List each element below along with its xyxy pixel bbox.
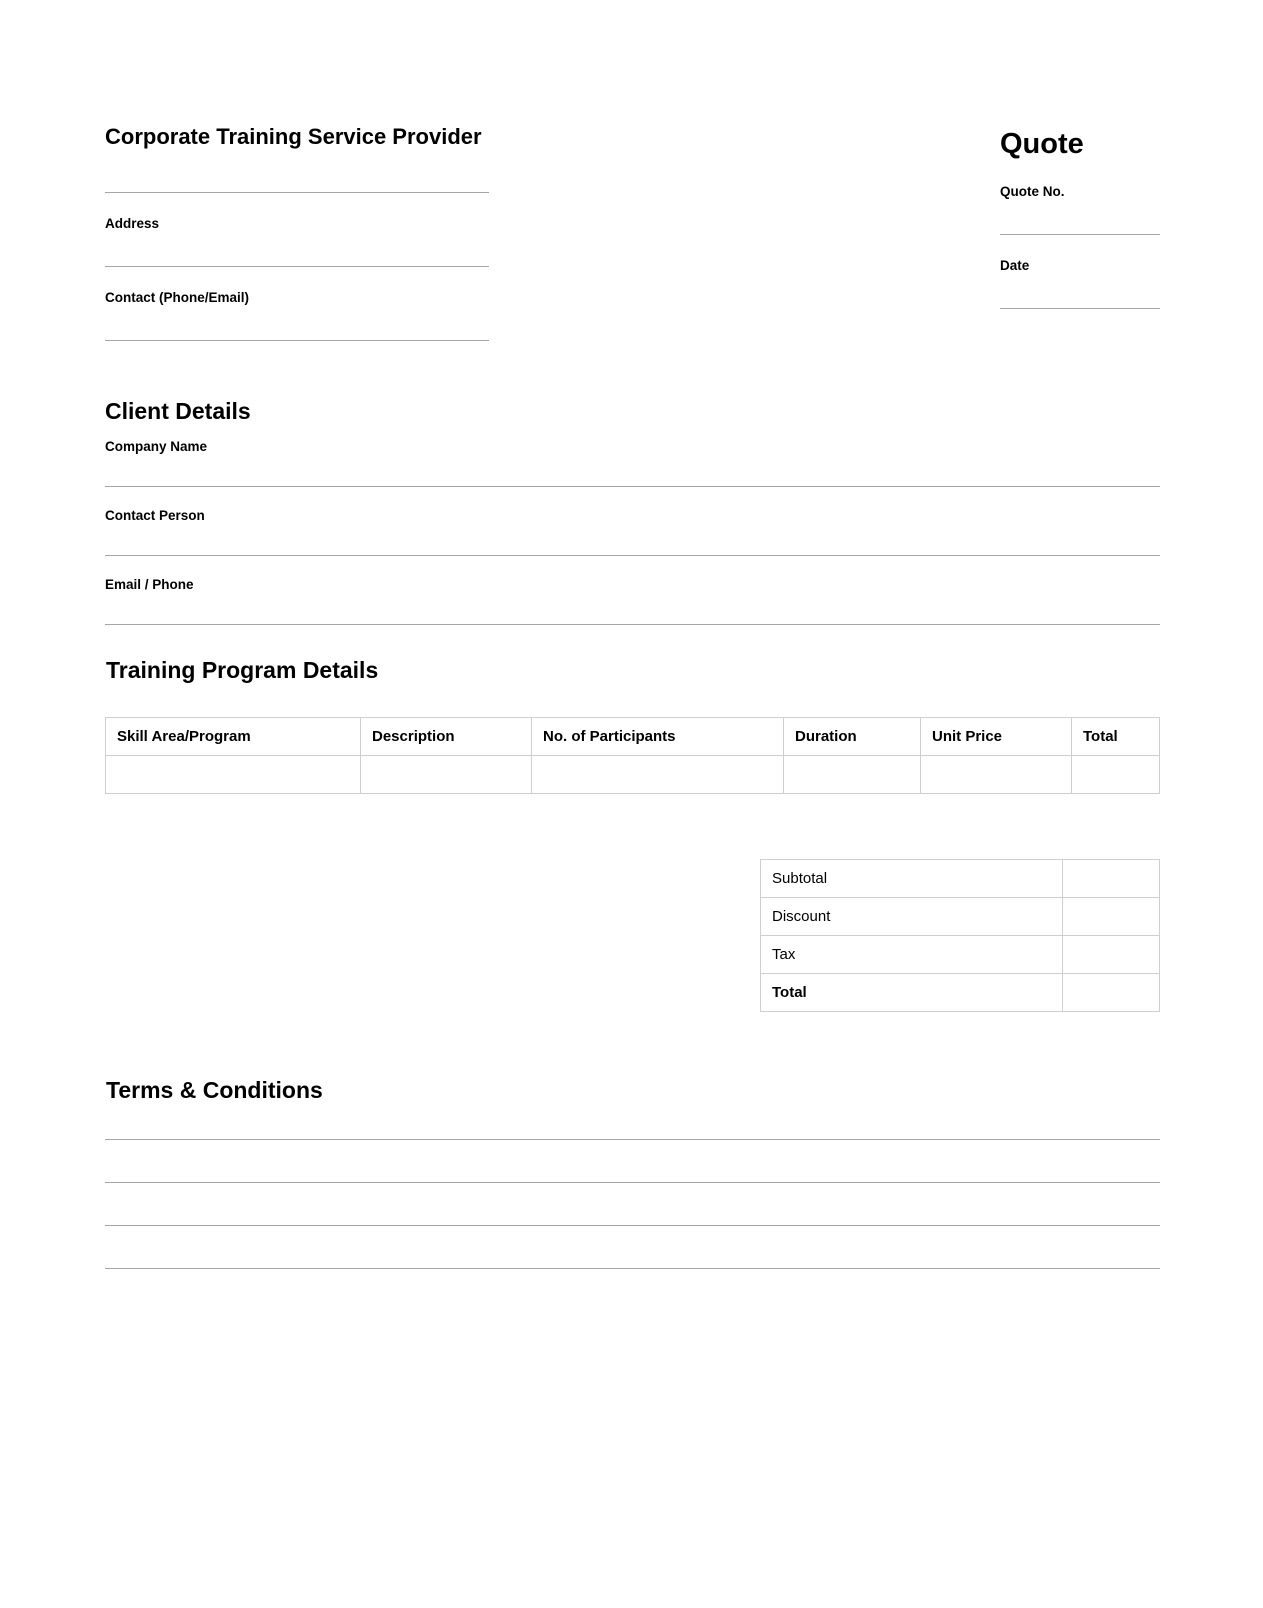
- col-total: Total: [1072, 718, 1160, 756]
- discount-value[interactable]: [1063, 898, 1160, 936]
- company-name-label: Company Name: [105, 439, 208, 454]
- company-name-field-line[interactable]: [105, 486, 1160, 487]
- tax-label: Tax: [761, 936, 1063, 974]
- quote-no-line[interactable]: [1000, 234, 1160, 235]
- subtotal-value[interactable]: [1063, 860, 1160, 898]
- summary-row-subtotal: [761, 860, 1160, 898]
- client-details-heading: Client Details: [105, 398, 251, 424]
- col-skill-area: Skill Area/Program: [106, 718, 361, 756]
- table-row: [106, 756, 1160, 794]
- contact-label: Contact (Phone/Email): [105, 290, 250, 305]
- company-title: Corporate Training Service Provider: [105, 124, 482, 149]
- tax-value[interactable]: [1063, 936, 1160, 974]
- cell-skill-area[interactable]: [106, 756, 361, 794]
- col-participants: No. of Participants: [532, 718, 784, 756]
- contact-person-field-line[interactable]: [105, 555, 1160, 556]
- date-label: Date: [1000, 258, 1030, 273]
- subtotal-label: Subtotal: [761, 860, 1063, 898]
- cell-description[interactable]: [361, 756, 532, 794]
- summary-row-total: [761, 974, 1160, 1012]
- col-duration: Duration: [784, 718, 921, 756]
- terms-line-1[interactable]: [105, 1139, 1160, 1140]
- email-phone-field-line[interactable]: [105, 624, 1160, 625]
- cell-unit-price[interactable]: [921, 756, 1072, 794]
- program-table: [105, 717, 1160, 794]
- terms-line-4[interactable]: [105, 1268, 1160, 1269]
- email-phone-label: Email / Phone: [105, 577, 194, 592]
- address-line[interactable]: [105, 266, 489, 267]
- program-table-header: [106, 718, 1160, 756]
- cell-duration[interactable]: [784, 756, 921, 794]
- summary-table: [760, 859, 1160, 1012]
- address-label: Address: [105, 216, 160, 231]
- summary-row-tax: [761, 936, 1160, 974]
- grand-total-label: Total: [761, 974, 1063, 1012]
- contact-line[interactable]: [105, 340, 489, 341]
- company-name-line[interactable]: [105, 192, 489, 193]
- contact-person-label: Contact Person: [105, 508, 205, 523]
- terms-line-2[interactable]: [105, 1182, 1160, 1183]
- terms-line-3[interactable]: [105, 1225, 1160, 1226]
- training-program-heading: Training Program Details: [106, 657, 379, 683]
- col-description: Description: [361, 718, 532, 756]
- grand-total-value[interactable]: [1063, 974, 1160, 1012]
- summary-row-discount: [761, 898, 1160, 936]
- quote-title: Quote: [1000, 128, 1084, 160]
- col-unit-price: Unit Price: [921, 718, 1072, 756]
- terms-heading: Terms & Conditions: [106, 1077, 323, 1103]
- date-line[interactable]: [1000, 308, 1160, 309]
- cell-total[interactable]: [1072, 756, 1160, 794]
- quote-no-label: Quote No.: [1000, 184, 1065, 199]
- cell-participants[interactable]: [532, 756, 784, 794]
- discount-label: Discount: [761, 898, 1063, 936]
